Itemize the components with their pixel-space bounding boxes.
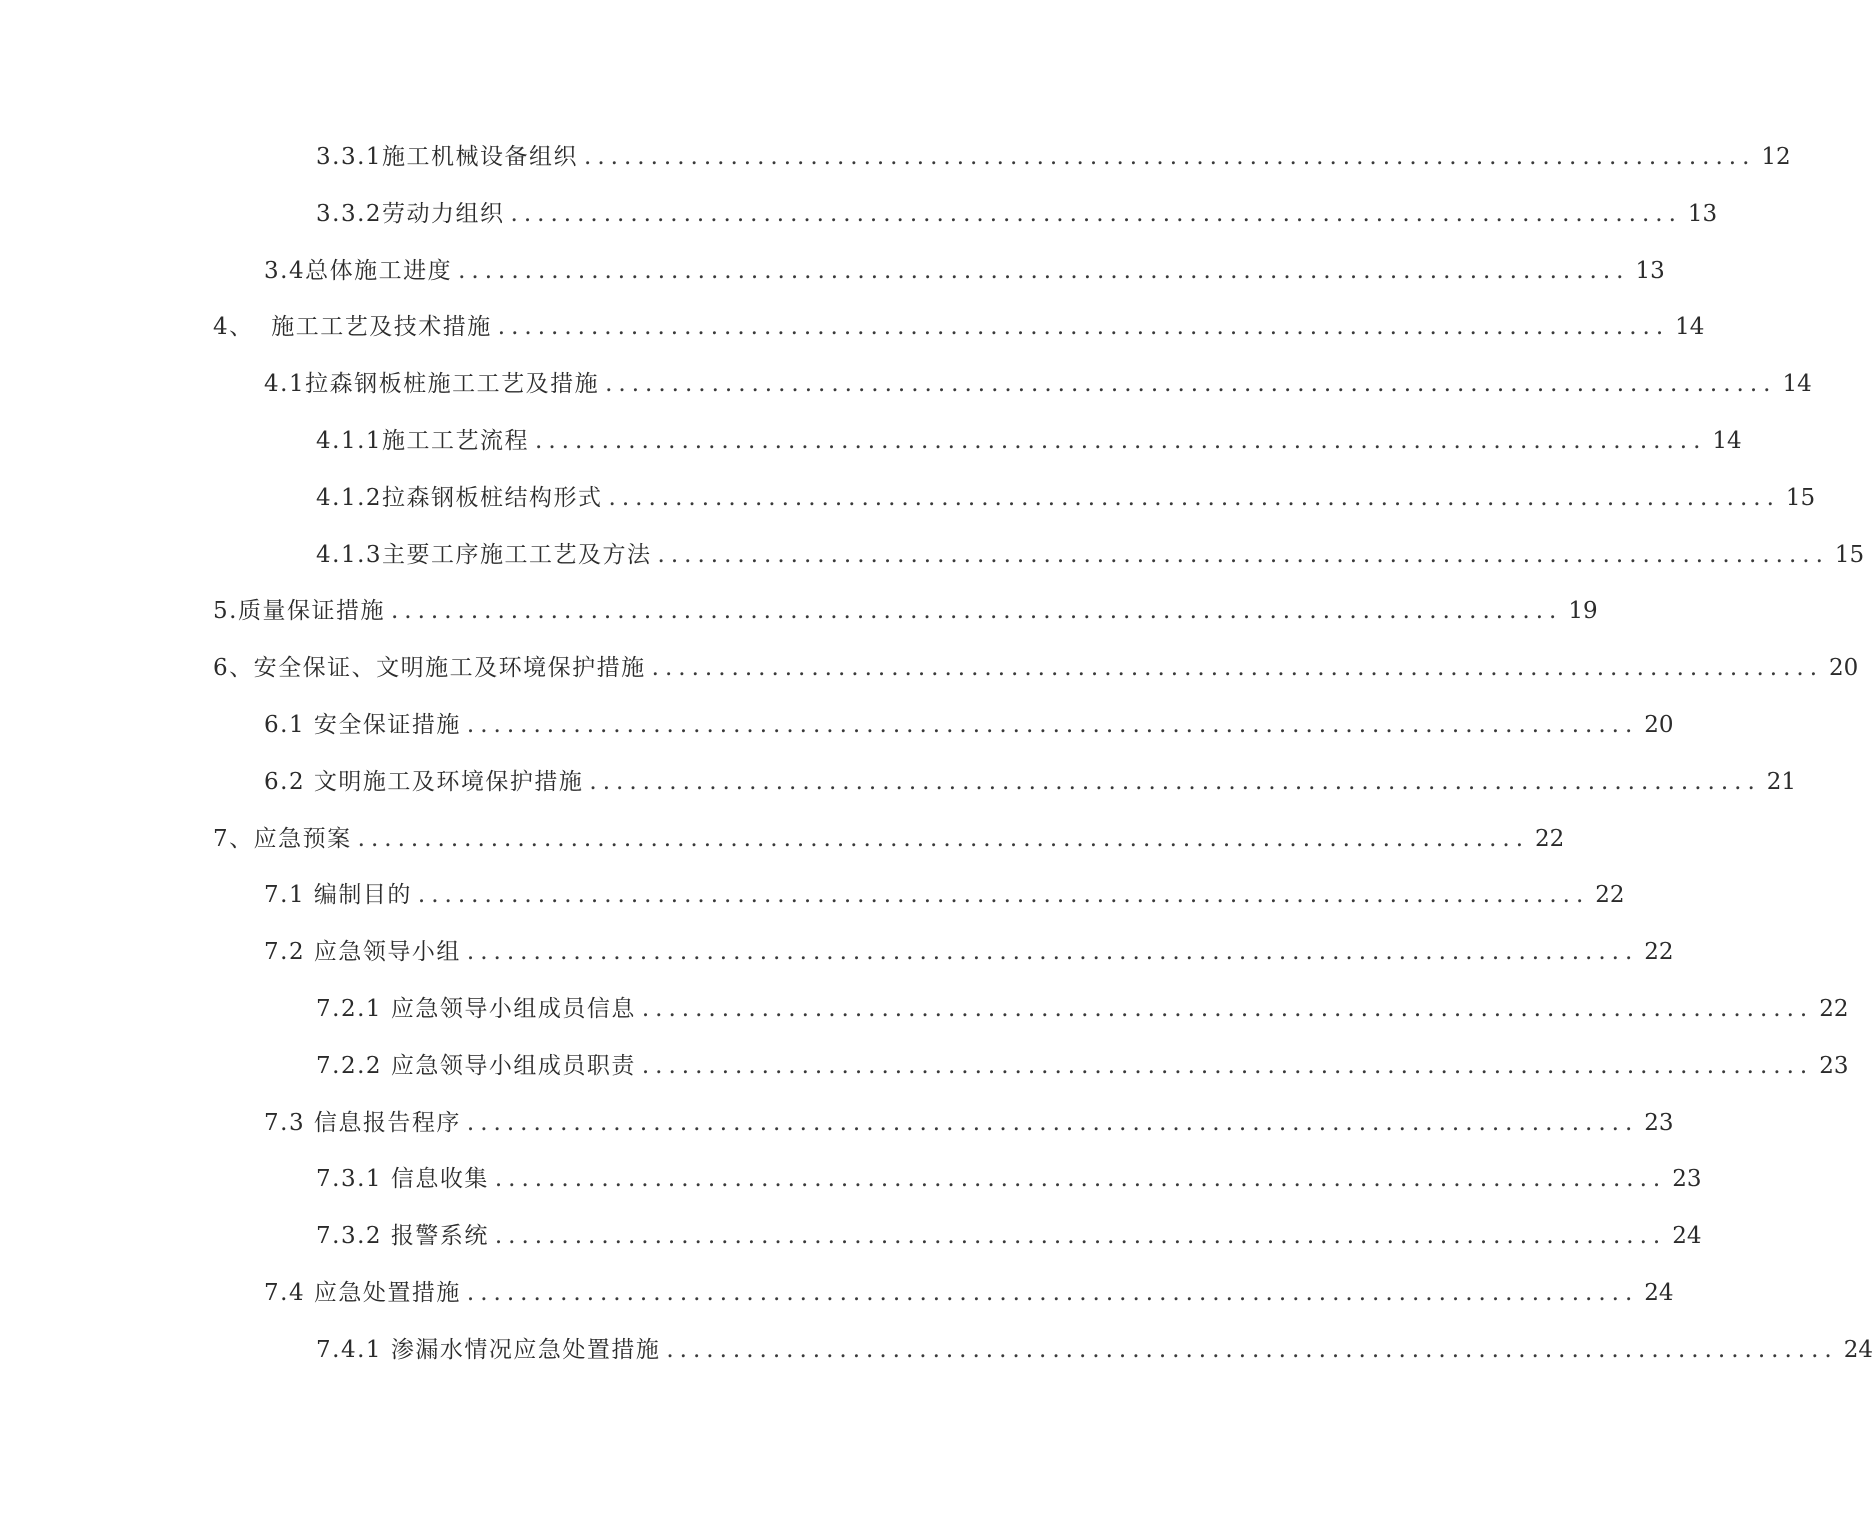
toc-dot-leader: ........................................................................................ <box>466 939 1639 966</box>
toc-dot-leader: ........................................................................................ <box>494 1223 1667 1250</box>
toc-entry-title: 应急处置措施 <box>305 1279 461 1306</box>
toc-entry-number: 7.1 <box>264 882 306 909</box>
toc-dot-leader: ........................................................................................ <box>357 825 1530 852</box>
toc-entry-number: 7.2.1 <box>316 995 383 1022</box>
toc-entry[interactable] <box>0 243 1665 300</box>
toc-entry[interactable] <box>0 640 1859 697</box>
toc-entry-title: 编制目的 <box>305 882 412 909</box>
toc-entry-number: 6、 <box>213 655 254 682</box>
toc-page-number: 23 <box>1672 1166 1702 1193</box>
toc-page-number: 15 <box>1834 541 1865 568</box>
toc-dot-leader: ........................................................................................ <box>417 882 1590 909</box>
toc-dot-leader: ........................................................................................ <box>466 711 1639 738</box>
toc-dot-leader: ........................................................................................ <box>589 768 1761 795</box>
toc-entry-number: 4、 <box>213 314 254 341</box>
toc-entry-title: 安全保证、文明施工及环境保护措施 <box>253 655 646 682</box>
toc-entry[interactable] <box>0 129 1791 186</box>
toc-page-number: 14 <box>1675 314 1705 341</box>
toc-entry-title: 主要工序施工工艺及方法 <box>382 541 652 568</box>
toc-entry-number: 7.3.2 <box>316 1223 383 1250</box>
toc-entry[interactable] <box>0 413 1742 470</box>
toc-entry-number: 4.1.1 <box>316 427 383 454</box>
toc-entry-title: 拉森钢板桩施工工艺及措施 <box>305 371 600 398</box>
toc-entry-title: 渗漏水情况应急处置措施 <box>382 1336 661 1363</box>
toc-dot-leader: ........................................................................................ <box>584 144 1756 170</box>
toc-dot-leader: ........................................................................................ <box>651 655 1824 682</box>
toc-entry-title: 应急领导小组成员信息 <box>382 995 636 1022</box>
toc-page-number: 12 <box>1761 144 1791 170</box>
toc-page-number: 14 <box>1712 427 1742 454</box>
toc-entry-title: 报警系统 <box>382 1223 489 1250</box>
toc-entry-title: 劳动力组织 <box>382 200 505 227</box>
toc-page-number: 22 <box>1644 939 1674 966</box>
toc-page-number: 22 <box>1535 825 1565 852</box>
toc-entry[interactable] <box>0 1208 1702 1265</box>
toc-entry[interactable] <box>0 186 1718 243</box>
toc-entry[interactable] <box>0 867 1625 924</box>
toc-entry-number: 3.3.2 <box>316 200 383 227</box>
toc-dot-leader: ........................................................................................ <box>641 995 1814 1022</box>
toc-entry[interactable] <box>0 1038 1849 1095</box>
toc-dot-leader: ........................................................................................ <box>605 371 1777 398</box>
toc-entry[interactable] <box>0 1322 1873 1379</box>
toc-entry[interactable] <box>0 583 1598 640</box>
toc-dot-leader: ........................................................................................ <box>608 484 1780 511</box>
toc-dot-leader: ........................................................................................ <box>641 1052 1814 1079</box>
toc-entry-title: 应急领导小组成员职责 <box>382 1052 636 1079</box>
toc-entry[interactable] <box>0 299 1705 356</box>
toc-page-number: 21 <box>1766 768 1797 795</box>
toc-entry-title: 质量保证措施 <box>237 598 385 625</box>
toc-entry[interactable] <box>0 811 1565 868</box>
toc-page-number: 14 <box>1782 371 1812 398</box>
toc-entry-number: 6.2 <box>264 768 306 795</box>
toc-entry-number: 7、 <box>213 825 254 852</box>
toc-entry[interactable] <box>0 924 1674 981</box>
toc-entry-number: 3.3.1 <box>316 144 383 170</box>
toc-entry-number: 7.2 <box>264 939 306 966</box>
toc-entry-title: 应急预案 <box>253 825 352 852</box>
toc-dot-leader: ........................................................................................ <box>666 1336 1838 1363</box>
toc-entry-title: 文明施工及环境保护措施 <box>305 768 584 795</box>
toc-entry-number: 4.1 <box>264 371 306 398</box>
toc-entry[interactable] <box>0 356 1812 413</box>
toc-entry[interactable] <box>0 697 1674 754</box>
toc-dot-leader: ........................................................................................ <box>466 1279 1639 1306</box>
toc-page-number: 13 <box>1635 257 1665 284</box>
toc-entry-number: 7.3.1 <box>316 1166 383 1193</box>
toc-page-number: 20 <box>1644 711 1674 738</box>
toc-page-number: 24 <box>1843 1336 1873 1363</box>
toc-entry-title: 信息报告程序 <box>305 1109 461 1136</box>
toc-dot-leader: ........................................................................................ <box>535 427 1707 454</box>
toc-entry-title: 施工工艺及技术措施 <box>253 314 492 341</box>
toc-dot-leader: ........................................................................................ <box>458 257 1630 284</box>
toc-page-number: 23 <box>1819 1052 1849 1079</box>
toc-entry[interactable] <box>0 1265 1674 1322</box>
toc-entry[interactable] <box>0 754 1797 811</box>
toc-entry-title: 应急领导小组 <box>305 939 461 966</box>
toc-entry[interactable] <box>0 1151 1702 1208</box>
toc-entry-title: 信息收集 <box>382 1166 489 1193</box>
toc-entry-number: 7.3 <box>264 1109 306 1136</box>
toc-entry-number: 5. <box>213 598 238 625</box>
toc-page-number: 22 <box>1819 995 1849 1022</box>
toc-page-number: 13 <box>1687 200 1718 227</box>
toc-entry[interactable] <box>0 527 1865 584</box>
table-of-contents <box>0 129 1873 1379</box>
toc-page-number: 20 <box>1829 655 1859 682</box>
toc-page-number: 24 <box>1644 1279 1674 1306</box>
toc-dot-leader: ........................................................................................ <box>390 598 1563 625</box>
toc-entry-number: 3.4 <box>264 257 306 284</box>
toc-dot-leader: ........................................................................................ <box>497 314 1670 341</box>
toc-entry[interactable] <box>0 1095 1674 1152</box>
toc-entry[interactable] <box>0 470 1816 527</box>
toc-entry-number: 7.4 <box>264 1279 306 1306</box>
toc-dot-leader: ........................................................................................ <box>657 541 1829 568</box>
toc-entry[interactable] <box>0 981 1849 1038</box>
toc-entry-number: 6.1 <box>264 711 306 738</box>
toc-entry-title: 施工工艺流程 <box>382 427 530 454</box>
toc-entry-title: 总体施工进度 <box>305 257 453 284</box>
toc-entry-number: 4.1.2 <box>316 484 383 511</box>
toc-entry-number: 7.4.1 <box>316 1336 383 1363</box>
toc-page-number: 15 <box>1785 484 1816 511</box>
toc-page-number: 24 <box>1672 1223 1702 1250</box>
toc-page-number: 22 <box>1595 882 1625 909</box>
toc-dot-leader: ........................................................................................ <box>466 1109 1639 1136</box>
toc-dot-leader: ........................................................................................ <box>494 1166 1667 1193</box>
toc-entry-title: 施工机械设备组织 <box>382 144 579 170</box>
toc-entry-title: 安全保证措施 <box>305 711 461 738</box>
toc-entry-number: 7.2.2 <box>316 1052 383 1079</box>
toc-entry-title: 拉森钢板桩结构形式 <box>382 484 603 511</box>
toc-page-number: 19 <box>1568 598 1598 625</box>
toc-page-number: 23 <box>1644 1109 1674 1136</box>
toc-entry-number: 4.1.3 <box>316 541 383 568</box>
toc-dot-leader: ........................................................................................ <box>510 200 1682 227</box>
